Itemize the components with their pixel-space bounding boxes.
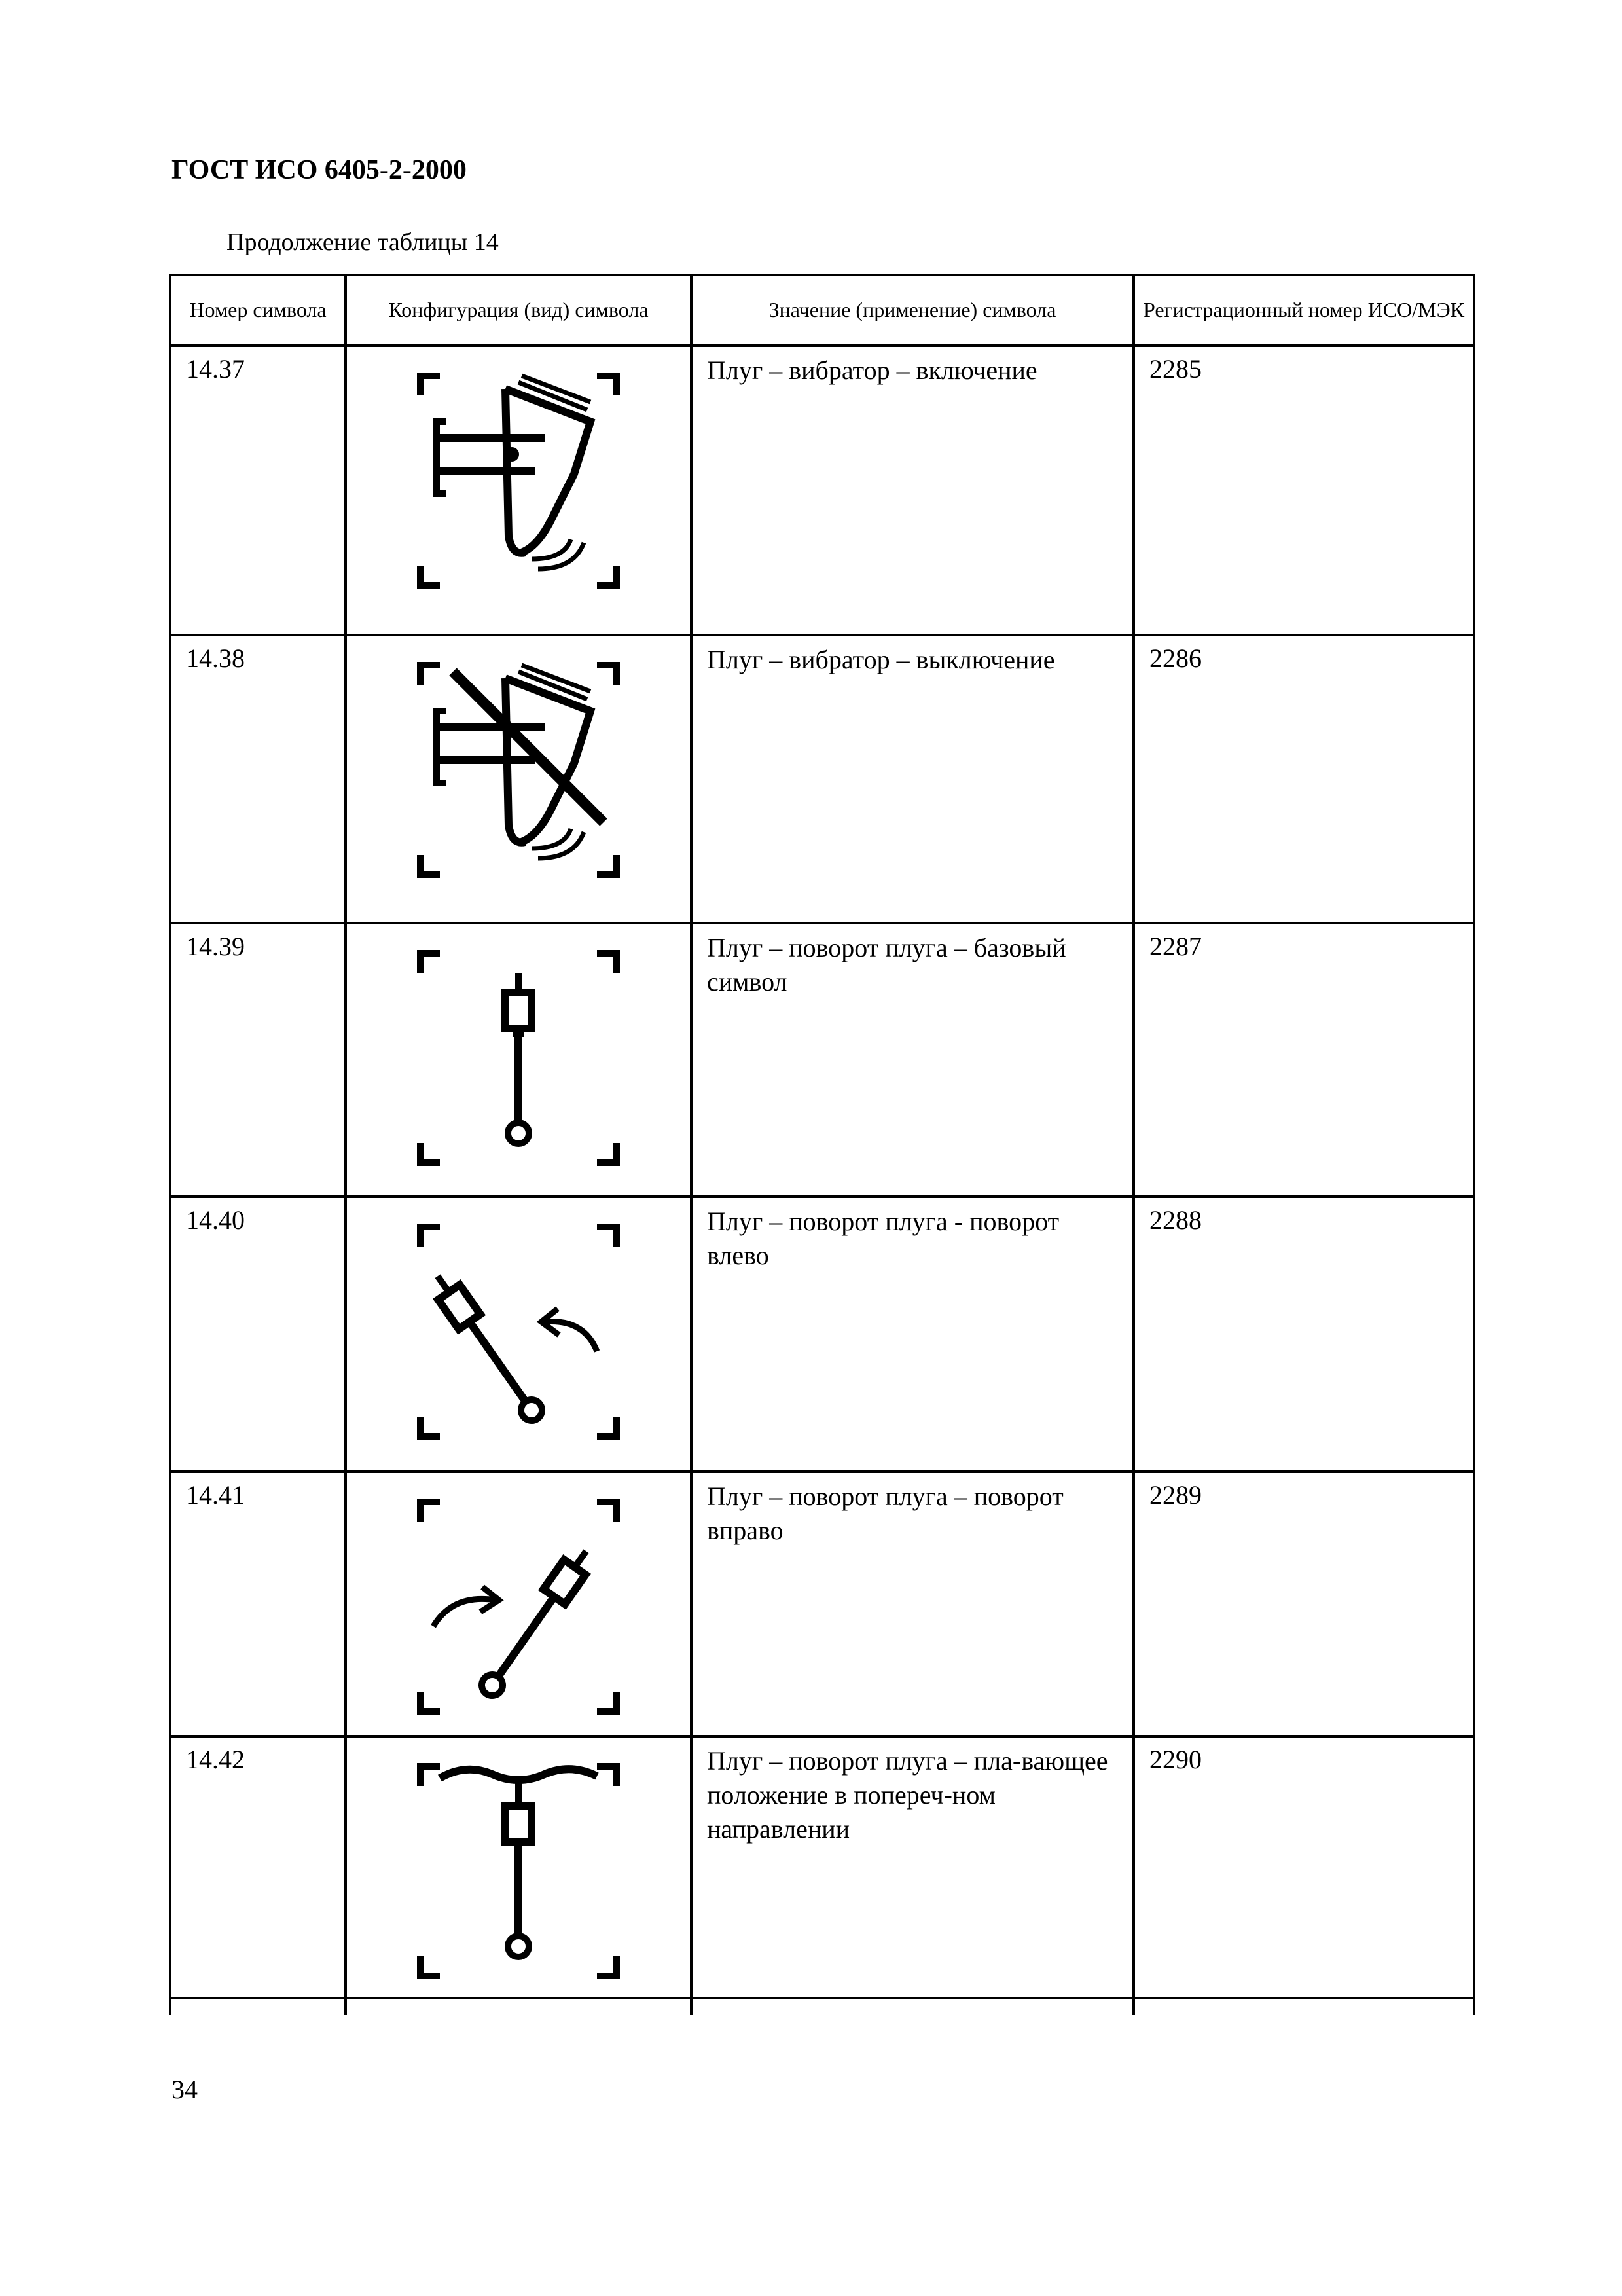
page-number: 34 (171, 2075, 198, 2104)
column-header-configuration: Конфигурация (вид) символа (346, 275, 691, 346)
table-caption: Продолжение таблицы 14 (226, 228, 499, 256)
table-row (170, 1736, 1474, 1998)
empty-cell (691, 1998, 1134, 2015)
symbol-number: 14.38 (170, 635, 346, 923)
table-row (170, 635, 1474, 923)
empty-cell (1134, 1998, 1474, 2015)
plough-rotation-float-icon (401, 1760, 636, 1982)
symbol-meaning: Плуг – вибратор – включение (691, 346, 1134, 635)
column-header-registration: Регистрационный номер ИСО/МЭК (1134, 275, 1474, 346)
registration-number: 2287 (1134, 923, 1474, 1197)
symbol-cell (346, 346, 691, 635)
symbol-meaning: Плуг – поворот плуга – поворот вправо (691, 1472, 1134, 1736)
plough-vibrator-off-icon (401, 659, 636, 881)
plough-vibrator-on-icon (401, 369, 636, 592)
symbol-cell (346, 1197, 691, 1472)
column-header-number: Номер символа (170, 275, 346, 346)
symbol-meaning: Плуг – поворот плуга - поворот влево (691, 1197, 1134, 1472)
registration-number: 2286 (1134, 635, 1474, 923)
symbol-meaning: Плуг – вибратор – выключение (691, 635, 1134, 923)
symbol-number: 14.42 (170, 1736, 346, 1998)
plough-rotation-right-icon (401, 1495, 636, 1718)
symbol-number: 14.40 (170, 1197, 346, 1472)
symbol-meaning: Плуг – поворот плуга – пла-вающее положение в попереч-ном направлении (691, 1736, 1134, 1998)
symbol-cell (346, 1736, 691, 1998)
symbol-number: 14.37 (170, 346, 346, 635)
empty-cell (346, 1998, 691, 2015)
registration-number: 2289 (1134, 1472, 1474, 1736)
table-row (170, 1472, 1474, 1736)
symbols-table (169, 274, 1475, 2015)
symbol-meaning: Плуг – поворот плуга – базовый символ (691, 923, 1134, 1197)
registration-number: 2285 (1134, 346, 1474, 635)
table-header-row (170, 275, 1474, 346)
plough-rotation-left-icon (401, 1220, 636, 1443)
plough-rotation-base-icon (401, 947, 636, 1169)
symbol-number: 14.39 (170, 923, 346, 1197)
symbol-cell (346, 635, 691, 923)
symbol-number: 14.41 (170, 1472, 346, 1736)
table-row (170, 346, 1474, 635)
symbol-cell (346, 923, 691, 1197)
table-row (170, 1197, 1474, 1472)
empty-cell (170, 1998, 346, 2015)
registration-number: 2290 (1134, 1736, 1474, 1998)
symbol-cell (346, 1472, 691, 1736)
document-title: ГОСТ ИСО 6405-2-2000 (171, 155, 467, 185)
table-continuation-row (170, 1998, 1474, 2015)
registration-number: 2288 (1134, 1197, 1474, 1472)
table-row (170, 923, 1474, 1197)
column-header-meaning: Значение (применение) символа (691, 275, 1134, 346)
